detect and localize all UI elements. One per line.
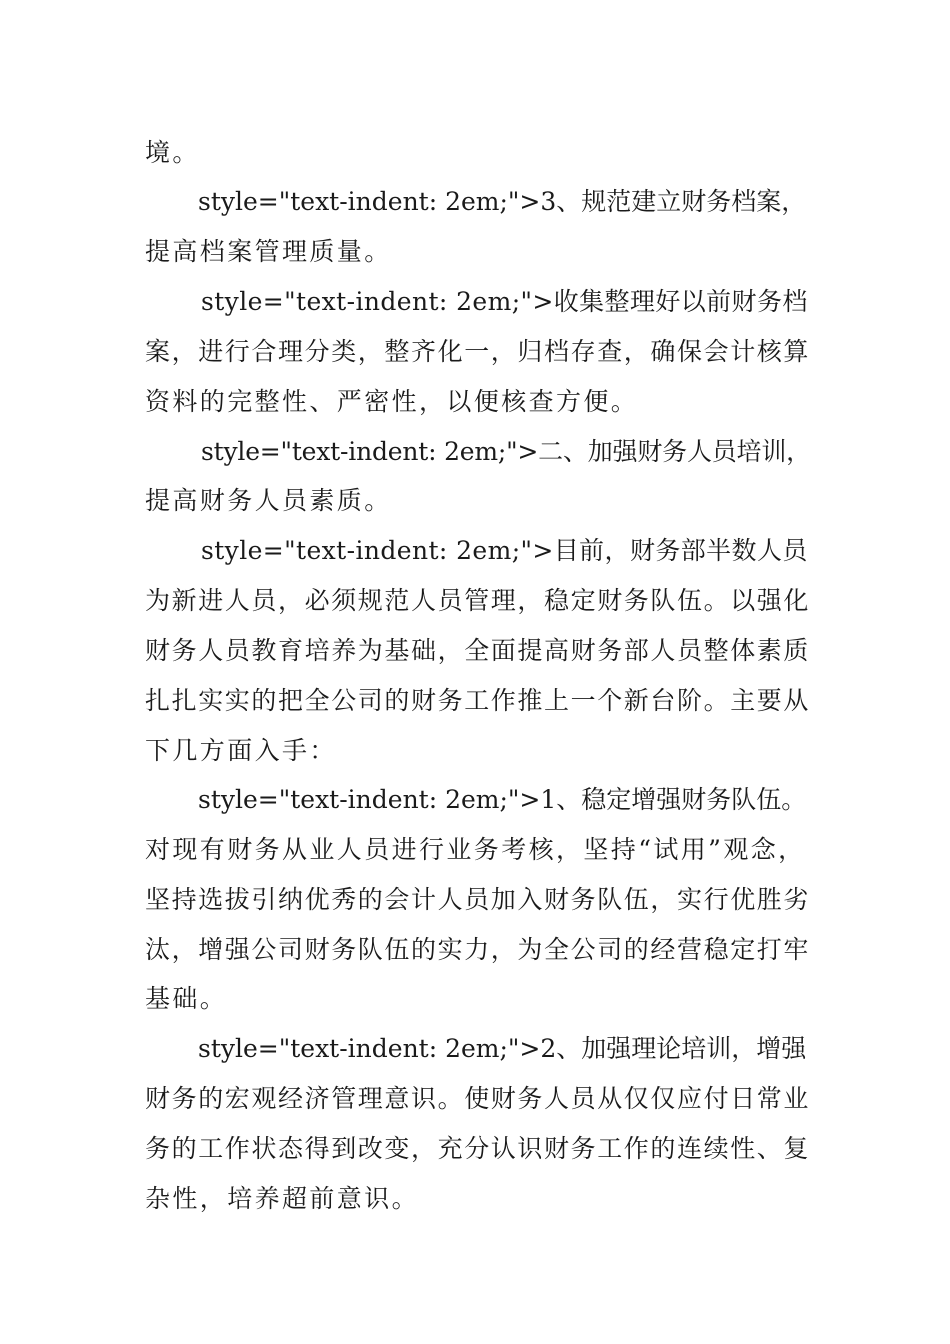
text-line: 资料的完整性、严密性，以便核查方便。 (145, 387, 639, 416)
text-line: style="text-indent: 2em;">3、规范建立财务档案， (198, 187, 807, 216)
text-line: style="text-indent: 2em;">收集整理好以前财务档 (201, 287, 808, 316)
text-line: 境。 (145, 138, 200, 167)
text-line: style="text-indent: 2em;">二、加强财务人员培训， (201, 437, 811, 466)
text-line: 为新进人员，必须规范人员管理，稳定财务队伍。以强化 (145, 586, 811, 615)
text-line: 基础。 (145, 984, 228, 1013)
text-line: 提高财务人员素质。 (145, 486, 392, 515)
text-line: 汰，增强公司财务队伍的实力，为全公司的经营稳定打牢 (145, 935, 811, 964)
text-line: 下几方面入手： (145, 736, 337, 765)
text-line: style="text-indent: 2em;">2、加强理论培训，增强 (198, 1034, 807, 1063)
text-line: 财务的宏观经济管理意识。使财务人员从仅仅应付日常业 (145, 1084, 811, 1113)
text-line: 案，进行合理分类，整齐化一，归档存查，确保会计核算 (145, 337, 811, 366)
text-line: 财务人员教育培养为基础，全面提高财务部人员整体素质 (145, 636, 811, 665)
text-line: style="text-indent: 2em;">目前，财务部半数人员 (201, 536, 808, 565)
text-line: style="text-indent: 2em;">1、稳定增强财务队伍。 (198, 785, 807, 814)
text-line: 对现有财务从业人员进行业务考核，坚持“试用”观念， (145, 835, 806, 864)
text-line: 坚持选拔引纳优秀的会计人员加入财务队伍，实行优胜劣 (145, 885, 811, 914)
text-line: 提高档案管理质量。 (145, 237, 392, 266)
text-line: 务的工作状态得到改变，充分认识财务工作的连续性、复 (145, 1134, 811, 1163)
text-line: 杂性，培养超前意识。 (145, 1184, 420, 1213)
text-line: 扎扎实实的把全公司的财务工作推上一个新台阶。主要从 (145, 686, 811, 715)
